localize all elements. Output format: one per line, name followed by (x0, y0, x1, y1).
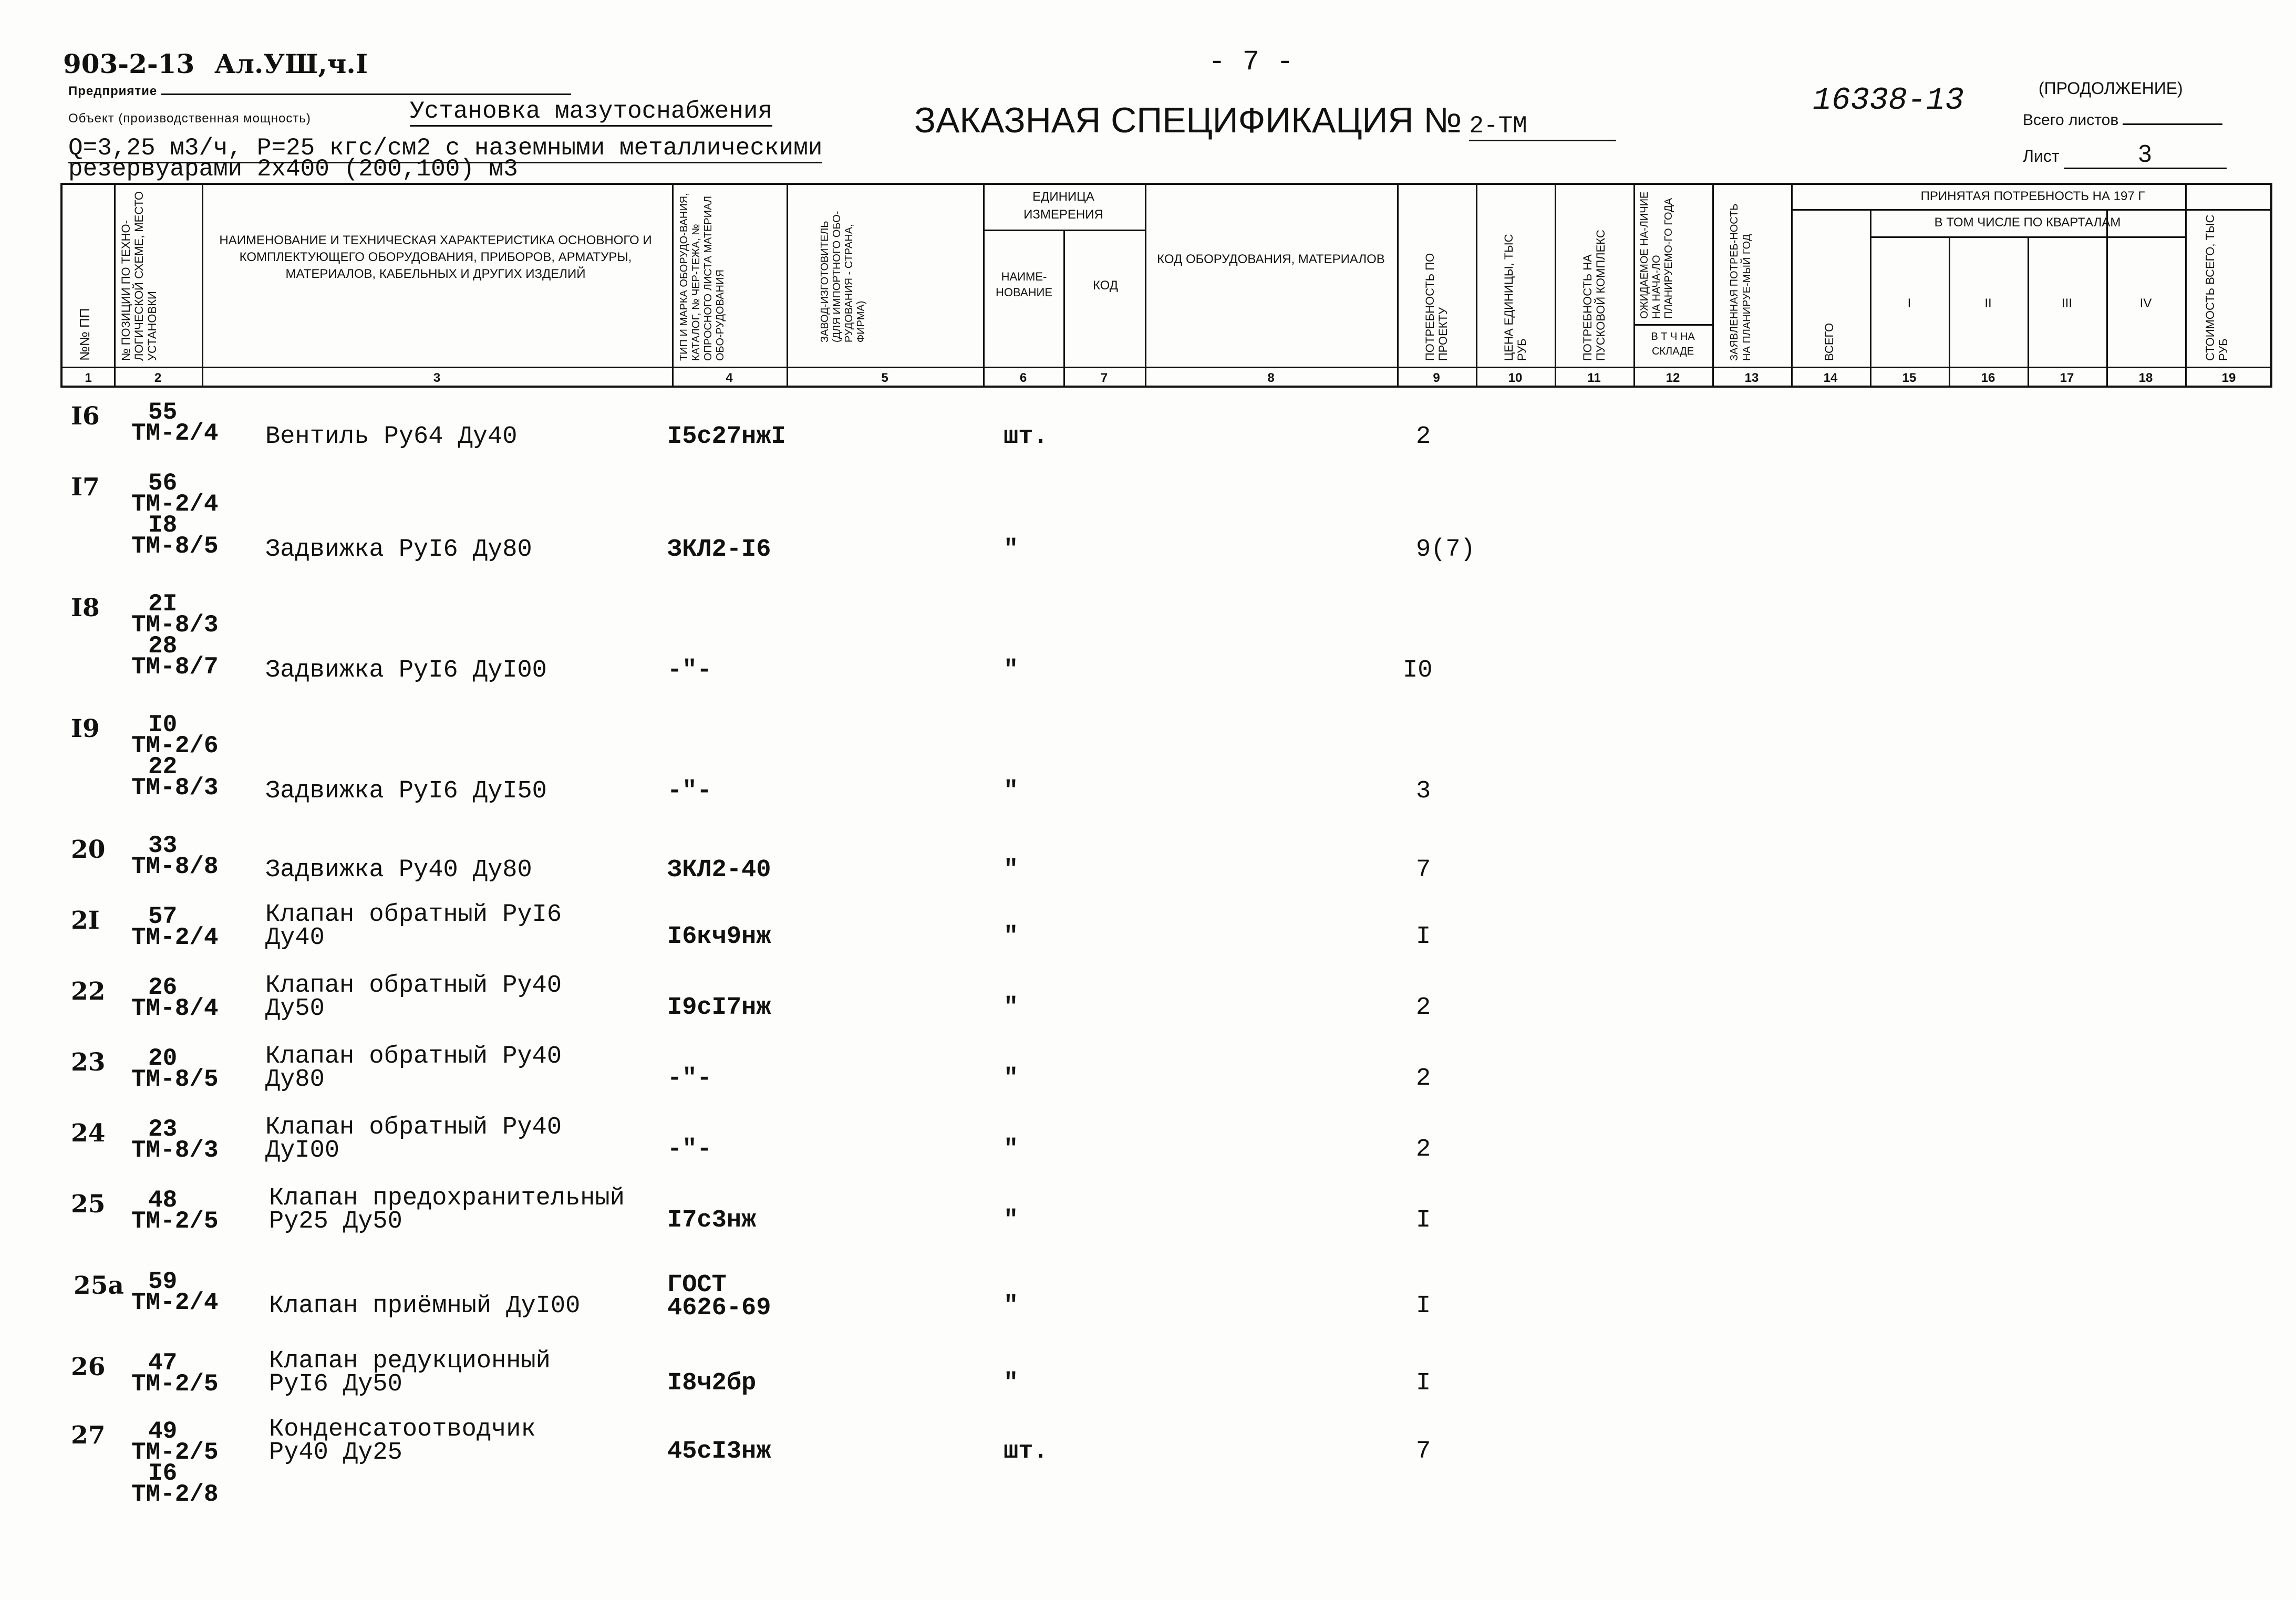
album-ref: Ал.УШ,ч.I (214, 48, 368, 79)
row-name: Ду80 (265, 1066, 325, 1094)
colnum-15: 15 (1902, 371, 1917, 385)
header-col6: НАИМЕ-НОВАНИЕ (996, 270, 1052, 299)
row-type: ЗКЛ2-40 (667, 856, 771, 884)
row-unit: " (1004, 1292, 1019, 1320)
colnum-18: 18 (2138, 371, 2153, 385)
row-position: ТМ-8/3 (131, 774, 219, 802)
row-type: -"- (667, 657, 712, 684)
row-name: Задвижка РуI6 ДуI50 (265, 777, 547, 805)
row-position: 57 (148, 903, 178, 930)
row-qty: I (1416, 1369, 1431, 1397)
row-position: ТМ-8/7 (131, 653, 219, 681)
row-position: ТМ-8/5 (131, 1066, 219, 1093)
row-qty: I0 (1403, 657, 1433, 684)
row-name: Задвижка Ру40 Ду80 (265, 856, 532, 884)
row-qty: 2 (1416, 994, 1431, 1022)
row-number: I9 (71, 714, 100, 743)
row-name: Клапан обратный Ру40 (265, 1114, 562, 1141)
colnum-14: 14 (1823, 371, 1838, 385)
row-position: ТМ-2/6 (131, 732, 219, 760)
row-position: 23 (148, 1116, 178, 1143)
page-number: - 7 - (1208, 46, 1294, 78)
row-position: ТМ-2/4 (131, 420, 219, 447)
header-unit-group: ЕДИНИЦА ИЗМЕРЕНИЯ (1023, 190, 1103, 222)
row-unit: " (1004, 1207, 1019, 1234)
row-type: 4626-69 (667, 1294, 771, 1322)
row-position: 48 (148, 1187, 178, 1214)
row-name: Ду50 (265, 995, 325, 1023)
row-type: I8ч2бр (667, 1369, 757, 1397)
row-number: I8 (71, 594, 100, 622)
spec-table-header (60, 183, 2272, 388)
colnum-9: 9 (1433, 371, 1440, 385)
row-position: 20 (148, 1045, 178, 1072)
object-line2: Q=3,25 м3/ч, Р=25 кгс/см2 с наземными металлическими (68, 134, 822, 163)
row-unit: " (1004, 1369, 1019, 1397)
row-qty: 7 (1416, 1438, 1431, 1466)
row-type: -"- (667, 1065, 712, 1093)
row-qty: 2 (1416, 423, 1431, 451)
row-position: 2I (148, 590, 178, 618)
header-col5: ЗАВОД-ИЗГОТОВИТЕЛЬ (ДЛЯ ИМПОРТНОГО ОБО-РУДОВАНИЯ - СТРАНА, ФИРМА) (819, 211, 867, 342)
row-position: ТМ-2/8 (131, 1481, 219, 1508)
row-position: ТМ-8/3 (131, 1137, 219, 1164)
row-name: Ру25 Ду50 (269, 1208, 402, 1235)
colnum-5: 5 (881, 371, 888, 385)
row-unit: шт. (1004, 423, 1048, 451)
header-col2: № ПОЗИЦИИ ПО ТЕХНО-ЛОГИЧЕСКОЙ СХЕМЕ, МЕСТО УСТАНОВКИ (119, 191, 159, 361)
row-type: I6кч9нж (667, 923, 771, 951)
colnum-2: 2 (154, 371, 162, 385)
row-position: ТМ-8/8 (131, 853, 219, 880)
row-position: ТМ-2/4 (131, 924, 219, 951)
header-col12a: ОЖИДАЕМОЕ НА-ЛИЧИЕ НА НАЧА-ЛО ПЛАНИРУЕМО-ГО ГОДА (1639, 191, 1674, 319)
spec-title: ЗАКАЗНАЯ СПЕЦИФИКАЦИЯ № 2-ТМ (914, 100, 1616, 141)
colnum-19: 19 (2221, 371, 2236, 385)
object-line1: Установка мазутоснабжения (410, 98, 772, 127)
header-col3: НАИМЕНОВАНИЕ И ТЕХНИЧЕСКАЯ ХАРАКТЕРИСТИКА ОСНОВНОГО И КОМПЛЕКТУЮЩЕГО ОБОРУДОВАНИЯ, ПРИБОРОВ, АРМАТУРЫ, МАТЕРИАЛОВ, КАБЕЛЬНЫХ И ДРУГИХ ИЗДЕЛИЙ (219, 233, 652, 281)
row-name: Ру40 Ду25 (269, 1439, 402, 1467)
object-line3: резервуарами 2х400 (200,100) м3 (68, 155, 518, 184)
row-unit: шт. (1004, 1438, 1048, 1466)
colnum-7: 7 (1100, 371, 1108, 385)
row-name: Задвижка РуI6 Ду80 (265, 536, 532, 564)
row-type: 45сI3нж (667, 1438, 771, 1466)
header-col9: ПОТРЕБНОСТЬ ПО ПРОЕКТУ (1423, 253, 1450, 361)
row-number: 25а (74, 1271, 124, 1300)
row-qty: 3 (1416, 777, 1431, 805)
spec-number: 2-ТМ (1469, 112, 1616, 141)
row-name: Клапан приёмный ДуI00 (269, 1292, 581, 1320)
row-position: 49 (148, 1418, 178, 1445)
row-position: ТМ-8/4 (131, 995, 219, 1022)
row-name: Вентиль Ру64 Ду40 (265, 423, 518, 451)
row-position: ТМ-2/5 (131, 1439, 219, 1466)
colnum-16: 16 (1981, 371, 1995, 385)
continuation-label: (ПРОДОЛЖЕНИЕ) (2039, 79, 2183, 98)
row-unit: " (1004, 994, 1019, 1022)
row-position: 26 (148, 974, 178, 1001)
row-number: I7 (71, 473, 100, 502)
colnum-3: 3 (433, 371, 441, 385)
row-unit: " (1004, 536, 1019, 564)
header-q4: IV (2139, 296, 2152, 310)
row-position: 33 (148, 832, 178, 859)
header-col7: КОД (1092, 278, 1119, 293)
row-position: 56 (148, 470, 178, 497)
header-col14: ВСЕГО (1823, 323, 1836, 361)
doc-code: 903-2-13 (63, 48, 195, 79)
row-name: Задвижка РуI6 ДуI00 (265, 657, 547, 684)
row-position: ТМ-2/4 (131, 491, 219, 518)
colnum-1: 1 (85, 371, 92, 385)
header-col13: ЗАЯВЛЕННАЯ ПОТРЕБ-НОСТЬ НА ПЛАНИРУЕ-МЫЙ ГОД (1729, 203, 1753, 361)
row-name: Клапан обратный Ру40 (265, 1043, 562, 1071)
row-position: ТМ-8/5 (131, 533, 219, 560)
row-type: I9сI7нж (667, 994, 771, 1022)
row-position: ТМ-8/3 (131, 611, 219, 639)
row-position: 22 (148, 753, 178, 781)
row-number: 24 (71, 1119, 106, 1148)
colnum-11: 11 (1587, 371, 1601, 385)
enterprise-label: Предприятие (68, 84, 571, 99)
row-name: Клапан редукционный (269, 1347, 551, 1375)
row-number: 22 (71, 977, 106, 1006)
header-q3: III (2061, 296, 2072, 310)
colnum-8: 8 (1267, 371, 1275, 385)
row-position: 55 (148, 399, 178, 426)
header-col19: СТОИМОСТЬ ВСЕГО, ТЫС РУБ (2204, 214, 2230, 361)
row-unit: " (1004, 777, 1019, 805)
colnum-17: 17 (2060, 371, 2074, 385)
row-name: РуI6 Ду50 (269, 1370, 402, 1398)
row-position: I0 (148, 711, 178, 739)
header-col11: ПОТРЕБНОСТЬ НА ПУСКОВОЙ КОМПЛЕКС (1581, 230, 1607, 361)
row-number: 26 (71, 1353, 106, 1381)
row-qty: I (1416, 1207, 1431, 1234)
row-qty: 9(7) (1416, 536, 1475, 564)
row-number: 20 (71, 835, 106, 864)
row-position: ТМ-2/5 (131, 1208, 219, 1235)
header-q1: I (1907, 296, 1911, 310)
row-number: 25 (71, 1190, 106, 1219)
row-name: Клапан обратный РуI6 (265, 901, 562, 929)
row-type: I5с27нжI (667, 423, 786, 451)
row-position: 59 (148, 1268, 178, 1295)
row-unit: " (1004, 923, 1019, 951)
row-qty: 7 (1416, 856, 1431, 884)
header-q2: II (1984, 296, 1992, 310)
row-name: Клапан обратный Ру40 (265, 972, 562, 1000)
sheet-label: Лист 3 (2023, 139, 2227, 169)
row-name: Ду40 (265, 924, 325, 952)
doc-number: 16338-13 (1813, 83, 1964, 119)
row-unit: " (1004, 1136, 1019, 1163)
row-position: 28 (148, 632, 178, 660)
row-position: ТМ-2/4 (131, 1289, 219, 1316)
row-type: I7с3нж (667, 1207, 757, 1234)
row-qty: I (1416, 923, 1431, 951)
header-col1: №№ ПП (77, 308, 92, 361)
header-col4: ТИП И МАРКА ОБОРУДО-ВАНИЯ, КАТАЛОГ, № ЧЕР-ТЕЖА, № ОПРОСНОГО ЛИСТА МАТЕРИАЛ ОБО-РУДОВАНИЯ (678, 193, 726, 361)
row-type: -"- (667, 1136, 712, 1163)
row-number: 23 (71, 1048, 106, 1077)
row-position: ТМ-2/5 (131, 1370, 219, 1398)
header-col10: ЦЕНА ЕДИНИЦЫ, ТЫС РУБ (1502, 234, 1528, 361)
row-position: I6 (148, 1460, 178, 1487)
header-col8: КОД ОБОРУДОВАНИЯ, МАТЕРИАЛОВ (1157, 252, 1385, 266)
row-position: I8 (148, 512, 178, 539)
colnum-10: 10 (1508, 371, 1523, 385)
row-type: ЗКЛ2-I6 (667, 536, 771, 564)
object-label: Объект (производственная мощность) (68, 111, 311, 126)
row-type: -"- (667, 777, 712, 805)
colnum-4: 4 (726, 371, 733, 385)
colnum-13: 13 (1744, 371, 1759, 385)
row-unit: " (1004, 856, 1019, 884)
colnum-6: 6 (1019, 371, 1027, 385)
row-number: 27 (71, 1421, 106, 1450)
row-qty: I (1416, 1292, 1431, 1320)
row-name: Клапан предохранительный (269, 1185, 625, 1212)
total-sheets-label: Всего листов (2023, 111, 2222, 129)
row-qty: 2 (1416, 1065, 1431, 1093)
colnum-12: 12 (1666, 371, 1680, 385)
header-quarter-group: В ТОМ ЧИСЛЕ ПО КВАРТАЛАМ (1934, 215, 2121, 230)
row-unit: " (1004, 657, 1019, 684)
row-qty: 2 (1416, 1136, 1431, 1163)
header-col12b: В Т Ч НА СКЛАДЕ (1651, 331, 1695, 357)
row-name: ДуI00 (265, 1137, 340, 1165)
row-number: 2I (71, 906, 100, 935)
row-unit: " (1004, 1065, 1019, 1093)
sheet-value: 3 (2064, 139, 2227, 169)
row-name: Конденсатоотводчик (269, 1416, 536, 1443)
header-accepted-group: ПРИНЯТАЯ ПОТРЕБНОСТЬ НА 197 Г (1920, 189, 2145, 203)
row-number: I6 (71, 402, 100, 431)
row-type: ГОСТ (667, 1271, 727, 1299)
row-position: 47 (148, 1349, 178, 1377)
